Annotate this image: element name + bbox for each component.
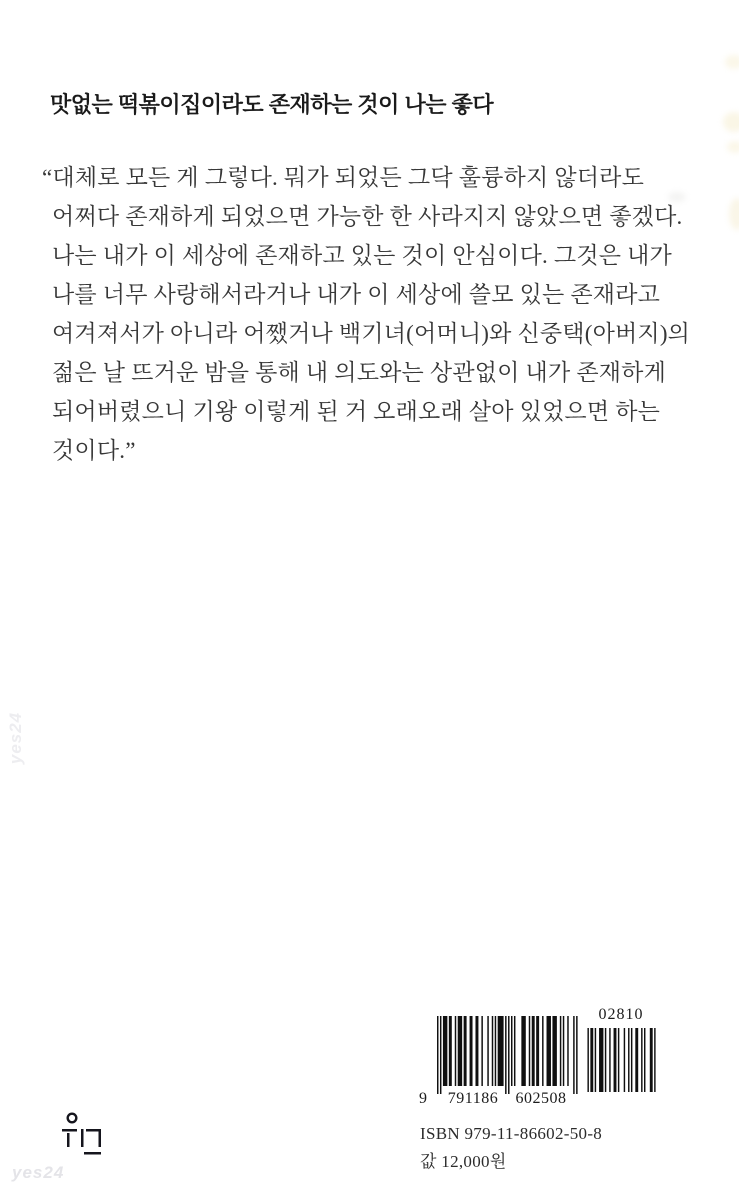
quote-line: 나는 내가 이 세상에 존재하고 있는 것이 안심이다. 그것은 내가	[52, 243, 672, 268]
quote-line: 것이다.”	[52, 438, 136, 463]
publisher-logo-icon	[62, 1112, 102, 1156]
store-watermark-bottom: yes24	[12, 1163, 65, 1182]
ean5-addon-barcode	[586, 1028, 656, 1092]
quote-paragraph	[42, 158, 692, 470]
scan-artifact	[668, 192, 686, 202]
book-headline: 맛없는 떡볶이집이라도 존재하는 것이 나는 좋다	[50, 92, 494, 117]
barcode-digit-first: 9	[419, 1090, 427, 1107]
barcode-digits-left: 791186	[447, 1090, 499, 1107]
price-text: 값 12,000원	[420, 1152, 507, 1171]
quote-line: 젊은 날 뜨거운 밤을 통해 내 의도와는 상관없이 내가 존재하게	[52, 360, 666, 385]
quote-line: 어쩌다 존재하게 되었으면 가능한 한 사라지지 않았으면 좋겠다.	[52, 204, 683, 229]
scan-artifact	[729, 198, 739, 230]
store-watermark-left: yes24	[6, 711, 25, 765]
scan-artifact	[727, 141, 739, 153]
scan-artifact	[723, 112, 739, 132]
quote-line: 여겨져서가 아니라 어쨌거나 백기녀(어머니)와 신중택(아버지)의	[52, 321, 691, 346]
quote-line: 되어버렸으니 기왕 이렇게 된 거 오래오래 살아 있었으면 하는	[52, 399, 661, 424]
barcode-addon-label: 02810	[598, 1006, 644, 1023]
isbn-text: ISBN 979-11-86602-50-8	[420, 1124, 603, 1143]
barcode-digits-right: 602508	[515, 1090, 567, 1107]
scan-artifact	[725, 55, 739, 69]
quote-line: 나를 너무 사랑해서라거나 내가 이 세상에 쓸모 있는 존재라고	[52, 282, 661, 307]
ean13-barcode	[437, 1016, 578, 1094]
quote-line: “대체로 모든 게 그렇다. 뭐가 되었든 그닥 훌륭하지 않더라도	[42, 165, 644, 190]
